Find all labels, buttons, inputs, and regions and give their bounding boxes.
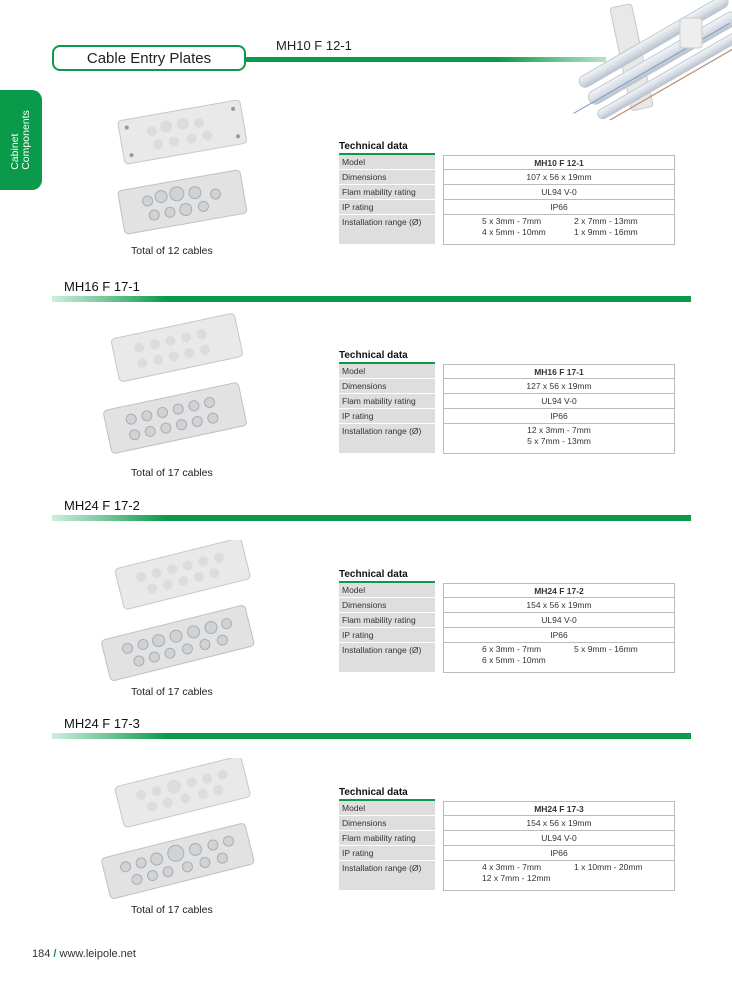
install-range-item: 1 x 9mm - 16mm — [574, 227, 638, 237]
side-tab-line1: Cabinet — [9, 133, 22, 170]
spec-value-dimensions: 154 x 56 x 19mm — [443, 816, 675, 831]
install-range-item: 12 x 3mm - 7mm — [527, 425, 591, 435]
page-title — [52, 45, 246, 71]
spec-value-ip: IP66 — [443, 628, 675, 643]
spec-label-flammability: Flam mability rating — [339, 394, 435, 409]
install-range-item: 12 x 7mm - 12mm — [482, 873, 551, 883]
spec-value-install — [443, 861, 675, 891]
cable-count-caption-2: Total of 17 cables — [131, 467, 213, 479]
spec-value-model: MH24 F 17-2 — [443, 583, 675, 598]
spec-value-flammability: UL94 V-0 — [443, 831, 675, 846]
spec-value-model: MH24 F 17-3 — [443, 801, 675, 816]
technical-data-heading: Technical data — [339, 787, 435, 801]
spec-label-flammability: Flam mability rating — [339, 185, 435, 200]
spec-label-ip: IP rating — [339, 846, 435, 861]
spec-value-install — [443, 643, 675, 673]
side-tab-line2: Components — [20, 110, 33, 170]
install-range-item: 2 x 7mm - 13mm — [574, 216, 638, 226]
spec-value-dimensions: 127 x 56 x 19mm — [443, 379, 675, 394]
spec-label-model: Model — [339, 801, 435, 816]
footer-separator: / — [53, 948, 57, 960]
install-range-item: 4 x 5mm - 10mm — [482, 227, 546, 237]
website-link[interactable]: www.leipole.net — [59, 948, 136, 960]
section-divider-2 — [52, 296, 691, 302]
spec-table-2 — [339, 350, 675, 454]
cable-count-caption-4: Total of 17 cables — [131, 904, 213, 916]
spec-label-model: Model — [339, 364, 435, 379]
spec-value-ip: IP66 — [443, 846, 675, 861]
header-accent-bar — [246, 57, 606, 62]
section-title-3: MH24 F 17-2 — [64, 498, 140, 513]
spec-table-4 — [339, 787, 675, 891]
spec-label-install: Installation range (Ø) — [339, 215, 435, 245]
section-divider-3 — [52, 515, 691, 521]
install-range-item: 6 x 3mm - 7mm — [482, 644, 542, 654]
spec-table-1 — [339, 141, 675, 245]
cable-plate-image-3 — [98, 540, 258, 686]
spec-label-dimensions: Dimensions — [339, 379, 435, 394]
cable-plate-image-1 — [112, 100, 252, 246]
spec-label-ip: IP rating — [339, 628, 435, 643]
install-range-item: 5 x 9mm - 16mm — [574, 644, 638, 654]
cable-entry-photo — [560, 0, 732, 120]
category-side-label — [0, 90, 42, 190]
install-range-item: 5 x 7mm - 13mm — [527, 436, 591, 446]
technical-data-heading: Technical data — [339, 350, 435, 364]
install-range-item: 6 x 5mm - 10mm — [482, 655, 546, 665]
spec-label-install: Installation range (Ø) — [339, 643, 435, 673]
spec-value-model: MH16 F 17-1 — [443, 364, 675, 379]
install-range-item: 1 x 10mm - 20mm — [574, 862, 643, 872]
spec-value-flammability: UL94 V-0 — [443, 613, 675, 628]
spec-label-ip: IP rating — [339, 409, 435, 424]
section-title-1: MH10 F 12-1 — [276, 38, 352, 53]
spec-value-dimensions: 107 x 56 x 19mm — [443, 170, 675, 185]
spec-value-ip: IP66 — [443, 409, 675, 424]
spec-label-dimensions: Dimensions — [339, 816, 435, 831]
spec-label-install: Installation range (Ø) — [339, 424, 435, 454]
cable-count-caption-1: Total of 12 cables — [131, 245, 213, 257]
spec-value-flammability: UL94 V-0 — [443, 185, 675, 200]
spec-value-dimensions: 154 x 56 x 19mm — [443, 598, 675, 613]
spec-label-flammability: Flam mability rating — [339, 613, 435, 628]
spec-label-ip: IP rating — [339, 200, 435, 215]
page-title-text: Cable Entry Plates — [86, 49, 212, 67]
page-number: 184 — [32, 948, 51, 960]
section-divider-4 — [52, 733, 691, 739]
spec-value-ip: IP66 — [443, 200, 675, 215]
technical-data-heading: Technical data — [339, 141, 435, 155]
spec-table-3 — [339, 569, 675, 673]
spec-value-install — [443, 424, 675, 454]
spec-label-dimensions: Dimensions — [339, 598, 435, 613]
spec-value-install — [443, 215, 675, 245]
spec-label-model: Model — [339, 583, 435, 598]
install-range-item: 5 x 3mm - 7mm — [482, 216, 542, 226]
spec-value-model: MH10 F 12-1 — [443, 155, 675, 170]
cable-plate-image-4 — [98, 758, 258, 904]
spec-value-flammability: UL94 V-0 — [443, 394, 675, 409]
install-range-item: 4 x 3mm - 7mm — [482, 862, 542, 872]
page-footer — [32, 948, 136, 960]
technical-data-heading: Technical data — [339, 569, 435, 583]
cable-plate-image-2 — [100, 312, 250, 462]
spec-label-model: Model — [339, 155, 435, 170]
section-title-2: MH16 F 17-1 — [64, 279, 140, 294]
cable-count-caption-3: Total of 17 cables — [131, 686, 213, 698]
spec-label-dimensions: Dimensions — [339, 170, 435, 185]
spec-label-install: Installation range (Ø) — [339, 861, 435, 891]
spec-label-flammability: Flam mability rating — [339, 831, 435, 846]
section-title-4: MH24 F 17-3 — [64, 716, 140, 731]
